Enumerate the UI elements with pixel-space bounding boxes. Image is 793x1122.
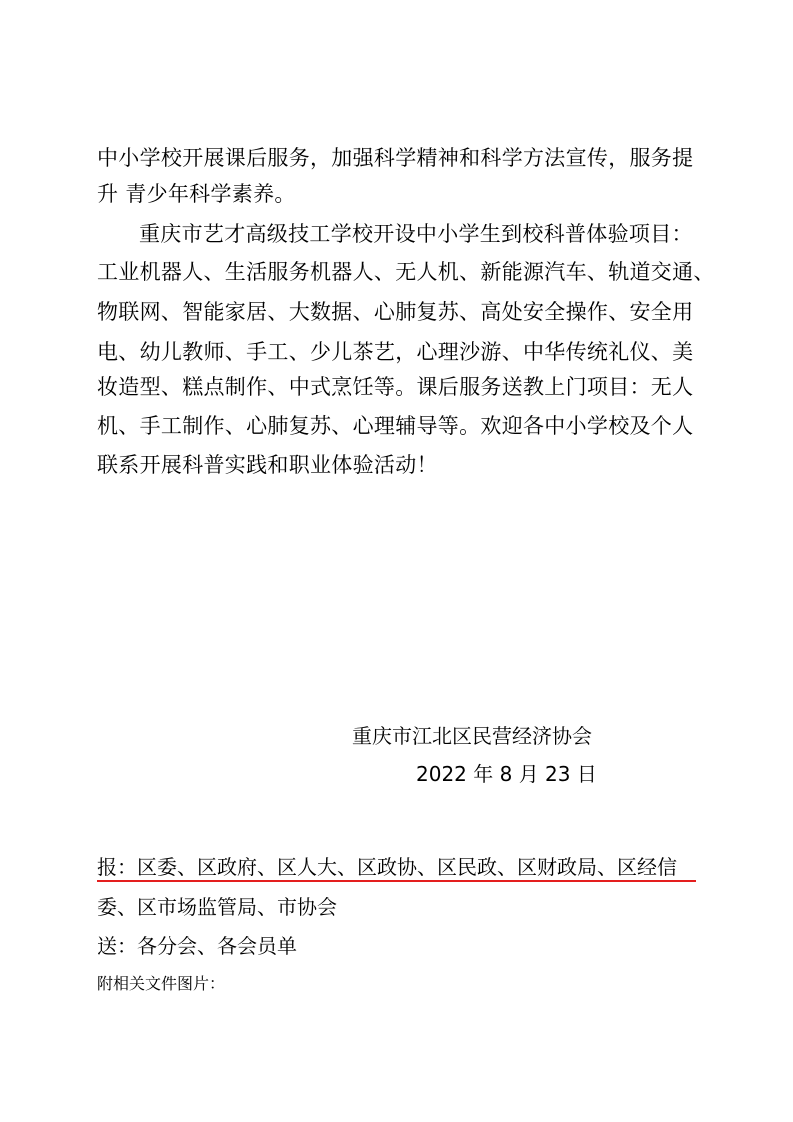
- red-divider-line: [97, 880, 696, 882]
- body-text-line: 中小学校开展课后服务，加强科学精神和科学方法宣传，服务提: [97, 146, 694, 170]
- body-text-line: 联系开展科普实践和职业体验活动！: [97, 453, 438, 477]
- report-to-line: 委、区市场监管局、市协会: [97, 895, 337, 919]
- signature-organization: 重庆市江北区民营经济协会: [352, 724, 592, 748]
- signature-date: 2022 年 8 月 23 日: [416, 762, 597, 786]
- body-text-line: 妆造型、糕点制作、中式烹饪等。课后服务送教上门项目：无人: [97, 375, 694, 399]
- attachment-note: 附相关文件图片：: [97, 974, 226, 993]
- report-to-line: 报：区委、区政府、区人大、区政协、区民政、区财政局、区经信: [97, 855, 677, 879]
- body-text-line: 电、幼儿教师、手工、少儿茶艺，心理沙游、中华传统礼仪、美: [97, 340, 694, 364]
- body-text-line: 工业机器人、生活服务机器人、无人机、新能源汽车、轨道交通、: [97, 260, 715, 284]
- body-text-line: 机、手工制作、心肺复苏、心理辅导等。欢迎各中小学校及个人: [97, 414, 694, 438]
- body-text-line: 物联网、智能家居、大数据、心肺复苏、高处安全操作、安全用: [97, 300, 694, 324]
- send-to-line: 送：各分会、各会员单: [97, 934, 297, 958]
- body-text-line: 重庆市艺才高级技工学校开设中小学生到校科普体验项目：: [139, 222, 693, 246]
- body-text-line: 升 青少年科学素养。: [97, 182, 296, 206]
